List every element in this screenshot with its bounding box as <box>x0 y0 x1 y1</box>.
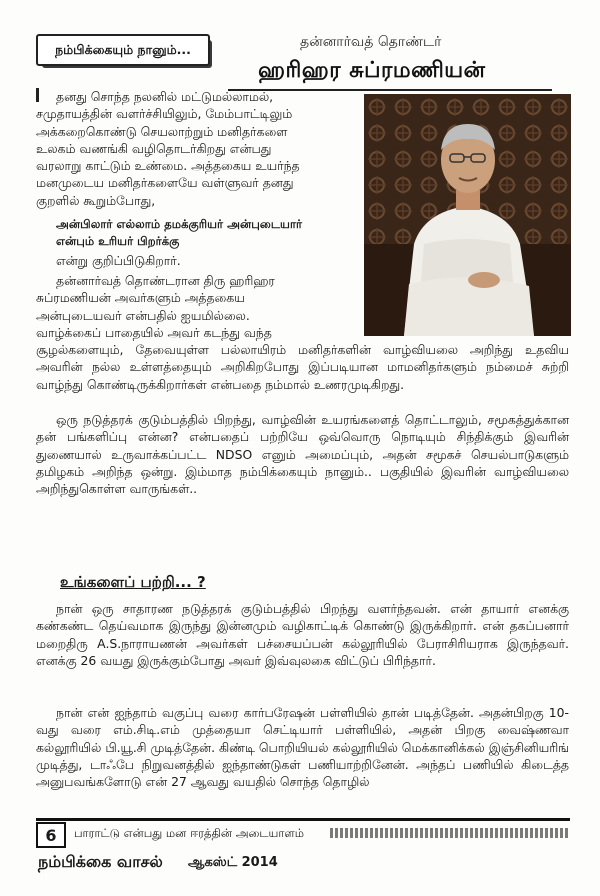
paragraph-line: அன்புடையவர் என்பதில் ஐயமில்லை. <box>36 307 250 323</box>
footer-tagline: பாராட்டு என்பது மன ஈரத்தின் அடையாளம் <box>74 826 305 840</box>
section-subheading: உங்களைப் பற்றி... ? <box>60 573 206 591</box>
footer-decoration <box>330 828 570 838</box>
intro-line: வரலாறு காட்டும் உண்மை. அத்தகைய உயர்ந்த <box>36 158 300 174</box>
magazine-name: நம்பிக்கை வாசல் <box>38 852 163 871</box>
second-paragraph: சூழல்களையும், தேவையுள்ள பல்லாயிரம் மனிதர்களின் வாழ்வியலை அறிந்து உதவிய அவரின் நல்ல உள்ளத்தையும் அறிகிறபோது இப்படியான மாமனிதர்களும் நம்மைச் சுற்றி வாழ்ந்து கொண்டிருக்கிறார்கள் என்பதை நம்மால் உணரமுடிகிறது. <box>36 342 569 392</box>
fourth-paragraph: நான் ஒரு சாதாரண நடுத்தரக் குடும்பத்தில் பிறந்து வளர்ந்தவன். என் தாயார் எனக்கு கண்கண்ட தெய்வமாக இருந்து இன்னமும் வழிகாட்டிக் கொண்டு இருக்கிறார். என் தகப்பனார் மறைதிரு A.S.நாராயணன் அவர்கள் பச்சையப்பன் கல்லூரியில் பேராசிரியராக இருந்தவர். எனக்கு 26 வயது இருக்கும்போது அவர் இவ்வுலகை விட்டுப் பிரிந்தார். <box>36 601 569 668</box>
magazine-issue: ஆகஸ்ட் 2014 <box>188 855 278 870</box>
paragraph-line: வாழ்க்கைப் பாதையில் அவர் கடந்து வந்த <box>36 324 272 340</box>
quote-line: அன்பிலார் எல்லாம் தமக்குரியர் அன்புடையார் <box>56 217 303 231</box>
quote-line: என்பும் உரியர் பிறர்க்கு <box>56 234 180 249</box>
paragraph-line: தன்னார்வத் தொண்டரான திரு ஹரிஹர <box>56 273 275 288</box>
paragraph-line: சுப்ரமணியன் அவர்களும் அத்தகைய <box>36 290 245 306</box>
intro-line: உலகம் வணங்கி வழிதொடர்கிறது என்பது <box>36 140 272 156</box>
second-paragraph-lines <box>36 272 361 341</box>
portrait-photo <box>364 94 571 336</box>
intro-line: தனது சொந்த நலனில் மட்டுமல்லாமல், <box>56 89 274 104</box>
kural-quote <box>56 216 356 251</box>
third-paragraph: ஒரு நடுத்தரக் குடும்பத்தில் பிறந்து, வாழ்வின் உயரங்களைத் தொட்டாலும், சமூகத்துக்கான தன் பங்களிப்பு என்ன? என்பதைப் பற்றியே ஒவ்வொரு நொடியும் சிந்திக்கும் இவரின் துணையால் உருவாக்கப்பட்ட NDSO எனும் அமைப்பும், அதன் சமூகச் செயல்பாடுகளும் தமிழகம் அறிந்த ஒன்று. இம்மாத நம்பிக்கையும் நானும்.. பகுதியில் இவரின் வாழ்வியலை அறிந்துகொள்ள வாருங்கள்.. <box>36 412 569 497</box>
intro-paragraph <box>36 88 361 209</box>
intro-line: சமுதாயத்தின் வளர்ச்சியிலும், மேம்பாட்டிலும் <box>36 106 293 122</box>
fifth-paragraph: நான் என் ஐந்தாம் வகுப்பு வரை கார்பரேஷன் பள்ளியில் தான் படித்தேன். அதன்பிறகு 10-வது வரை எம்.சிடி.எம் முத்தையா செட்டியார் பள்ளியில், அதன் பிறகு வைஷ்ணவா கல்லூரியில் பி.யூ.சி முடித்தேன். கிண்டி பொறியியல் கல்லூரியில் மெக்கானிக்கல் இஞ்சினியரிங் முடித்து, டாஃபே நிறுவனத்தில் ஐந்தாண்டுகள் பணியாற்றினேன். அந்தப் பணியில் கிடைத்த அனுபவங்களோடு என் 27 ஆவது வயதில் சொந்த தொழில் <box>36 705 569 790</box>
portrait-illustration <box>364 94 571 336</box>
section-tag: நம்பிக்கையும் நானும்... <box>36 34 210 66</box>
intro-line: அக்கறைகொண்டு செயலாற்றும் மனிதர்களை <box>36 123 288 139</box>
page-number: 6 <box>36 822 66 848</box>
intro-line: குறளில் கூறும்போது, <box>36 192 156 208</box>
intro-line: மனமுடைய மனிதர்களையே வள்ளுவர் தனது <box>36 175 294 191</box>
article-headline: ஹரிஹர சுப்ரமணியன் <box>258 58 486 83</box>
after-quote-text: என்று குறிப்பிடுகிறார். <box>56 253 181 268</box>
article-kicker: தன்னார்வத் தொண்டர் <box>300 34 442 50</box>
